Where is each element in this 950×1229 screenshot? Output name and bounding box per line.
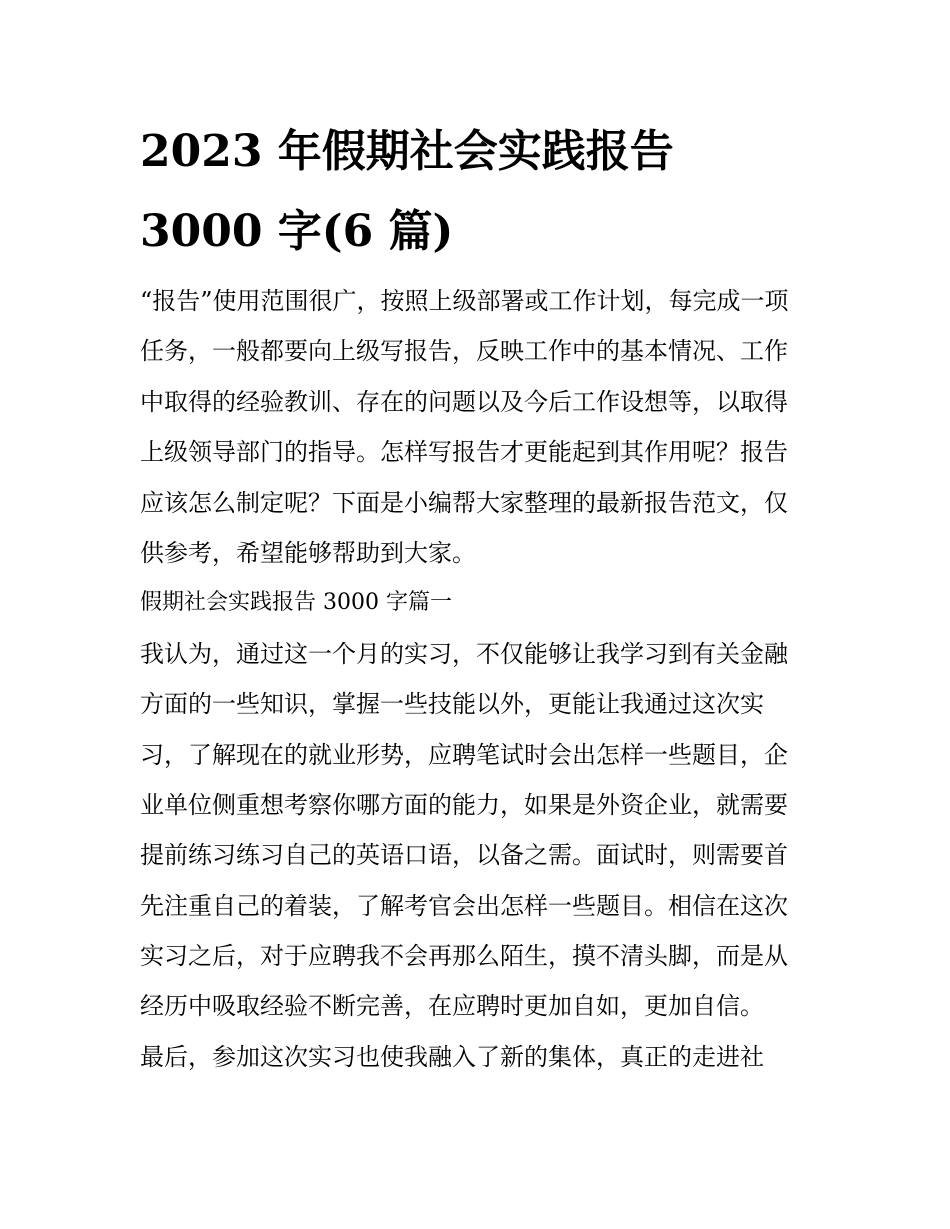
paragraph-line: 任务，一般都要向上级写报告，反映工作中的基本情况、工作 <box>140 337 788 366</box>
paragraph-line: 提前练习练习自己的英语口语，以备之需。面试时，则需要首 <box>140 841 788 870</box>
document-body <box>140 276 820 1082</box>
paragraph-line: 业单位侧重想考察你哪方面的能力，如果是外资企业，就需要 <box>140 790 788 819</box>
paragraph-line: 最后，参加这次实习也使我融入了新的集体，真正的走进社 <box>140 1042 764 1071</box>
section-heading: 假期社会实践报告 3000 字篇一 <box>140 590 452 616</box>
paragraph-line: 实习之后，对于应聘我不会再那么陌生，摸不清头脚，而是从 <box>140 942 788 971</box>
title-line: 3000 字(6 篇) <box>140 206 454 257</box>
paragraph-line: 我认为，通过这一个月的实习，不仅能够让我学习到有关金融 <box>140 639 788 668</box>
paragraph-line: “报告”使用范围很广，按照上级部署或工作计划，每完成一项 <box>140 287 789 315</box>
paragraph-line: 方面的一些知识，掌握一些技能以外，更能让我通过这次实 <box>140 690 764 719</box>
title-line: 2023 年假期社会实践报告 <box>140 126 674 177</box>
paragraph-line: 应该怎么制定呢？下面是小编帮大家整理的最新报告范文，仅 <box>140 488 788 517</box>
paragraph-line: 中取得的经验教训、存在的问题以及今后工作设想等，以取得 <box>140 387 788 416</box>
paragraph-line: 经历中吸取经验不断完善，在应聘时更加自如，更加自信。 <box>140 992 764 1021</box>
document-title <box>140 112 820 272</box>
paragraph-line: 供参考，希望能够帮助到大家。 <box>140 538 476 567</box>
paragraph-line: 习，了解现在的就业形势，应聘笔试时会出怎样一些题目，企 <box>140 740 788 769</box>
paragraph-line: 上级领导部门的指导。怎样写报告才更能起到其作用呢？报告 <box>140 438 788 467</box>
paragraph-line: 先注重自己的着装，了解考官会出怎样一些题目。相信在这次 <box>140 891 788 920</box>
